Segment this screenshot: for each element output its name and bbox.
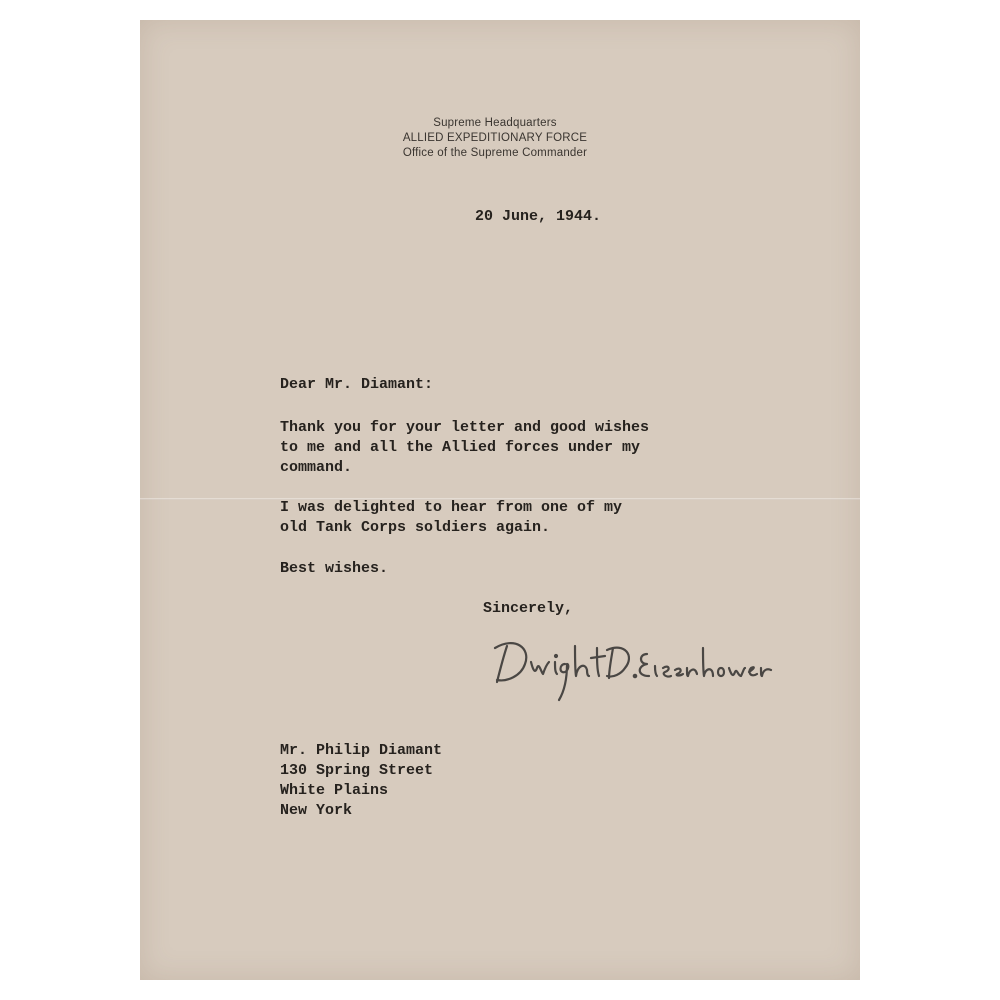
letter-page bbox=[140, 20, 860, 980]
salutation: Dear Mr. Diamant: bbox=[280, 376, 434, 393]
body-paragraph-2 bbox=[280, 498, 622, 538]
address-line: 130 Spring Street bbox=[280, 762, 434, 779]
letterhead-line-2: ALLIED EXPEDITIONARY FORCE bbox=[402, 132, 588, 144]
address-line: Mr. Philip Diamant bbox=[280, 742, 443, 759]
letter-date: 20 June, 1944. bbox=[475, 208, 602, 225]
address-line: New York bbox=[280, 802, 353, 819]
body-paragraph-1 bbox=[280, 418, 649, 478]
letterhead bbox=[380, 116, 610, 161]
letterhead-line-3: Office of the Supreme Commander bbox=[402, 147, 588, 159]
letterhead-line-1: Supreme Headquarters bbox=[433, 117, 557, 129]
signature bbox=[485, 618, 785, 708]
body-line: command. bbox=[280, 459, 353, 476]
recipient-address bbox=[280, 741, 442, 821]
body-line: Thank you for your letter and good wishes bbox=[280, 419, 650, 436]
closing-wishes: Best wishes. bbox=[280, 560, 389, 577]
body-line: old Tank Corps soldiers again. bbox=[280, 519, 551, 536]
body-line: I was delighted to hear from one of my bbox=[280, 499, 623, 516]
address-line: White Plains bbox=[280, 782, 389, 799]
body-line: to me and all the Allied forces under my bbox=[280, 439, 641, 456]
complimentary-close: Sincerely, bbox=[483, 600, 574, 617]
